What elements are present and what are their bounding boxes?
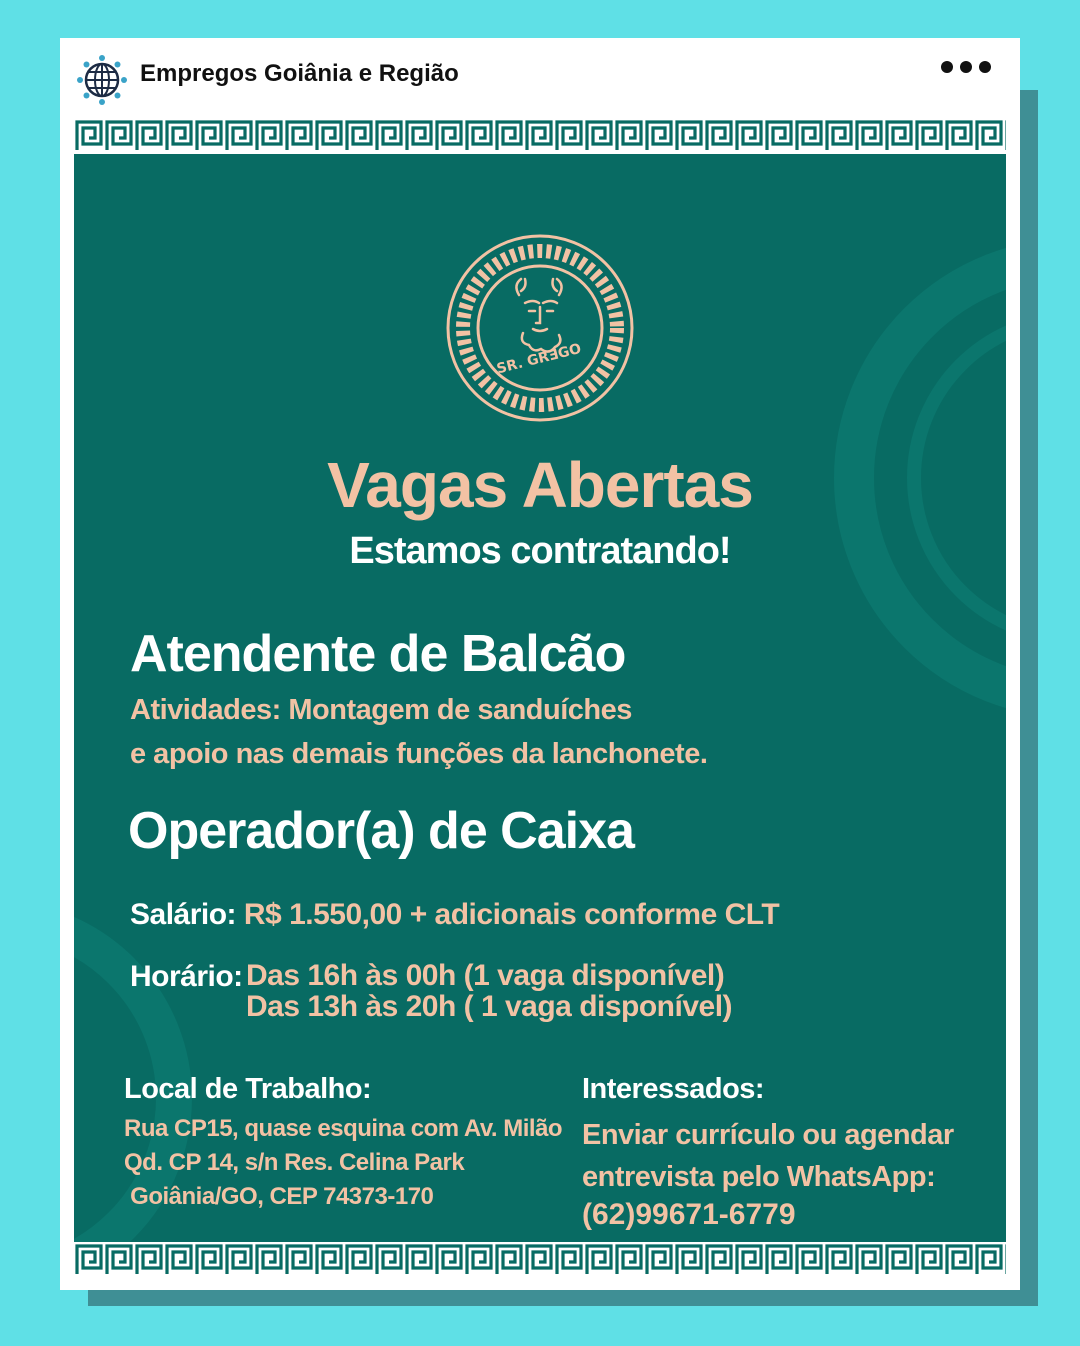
activities-line-1: Atividades: Montagem de sanduíches <box>130 694 632 726</box>
address-line-3: Goiânia/GO, CEP 74373-170 <box>124 1183 434 1210</box>
greek-border-top <box>74 118 1006 154</box>
salary-row <box>130 898 779 932</box>
contact-phone: (62)99671-6779 <box>582 1198 796 1231</box>
page-name[interactable]: Empregos Goiânia e Região <box>140 60 459 87</box>
schedule-label: Horário: <box>130 960 243 993</box>
job-title-operador: Operador(a) de Caixa <box>128 802 634 860</box>
contact-instructions <box>582 1114 954 1198</box>
job-title-atendente: Atendente de Balcão <box>130 625 626 683</box>
post-header <box>60 38 1020 118</box>
schedule-line-1: Das 16h às 00h (1 vaga disponível) <box>246 959 725 992</box>
location-heading: Local de Trabalho: <box>124 1073 372 1105</box>
more-dots-icon[interactable] <box>940 60 992 74</box>
address-line-2: Qd. CP 14, s/n Res. Celina Park <box>124 1149 465 1176</box>
location-address <box>124 1112 562 1214</box>
schedule-row <box>130 959 733 1023</box>
contact-line-1: Enviar currículo ou agendar <box>582 1119 954 1151</box>
contact-line-2: entrevista pelo WhatsApp: <box>582 1161 936 1193</box>
salary-label: Salário: <box>130 898 237 931</box>
contact-heading: Interessados: <box>582 1073 765 1105</box>
salary-value: R$ 1.550,00 + adicionais conforme CLT <box>243 898 780 931</box>
post-card <box>60 38 1020 1290</box>
sr-grego-logo <box>445 233 635 423</box>
job-activities <box>130 688 707 776</box>
logo-text: SR. GRƎGO <box>495 340 583 378</box>
activities-line-2: e apoio nas demais funções da lanchonete. <box>130 738 708 770</box>
address-line-1: Rua CP15, quase esquina com Av. Milão <box>124 1115 563 1142</box>
post-image <box>74 118 1006 1278</box>
post-subtitle: Estamos contratando! <box>349 530 731 572</box>
schedule-line-2: Das 13h às 20h ( 1 vaga disponível) <box>246 990 733 1023</box>
post-title: Vagas Abertas <box>327 449 753 521</box>
globe-icon[interactable] <box>76 54 128 106</box>
greek-border-bottom <box>74 1242 1006 1278</box>
